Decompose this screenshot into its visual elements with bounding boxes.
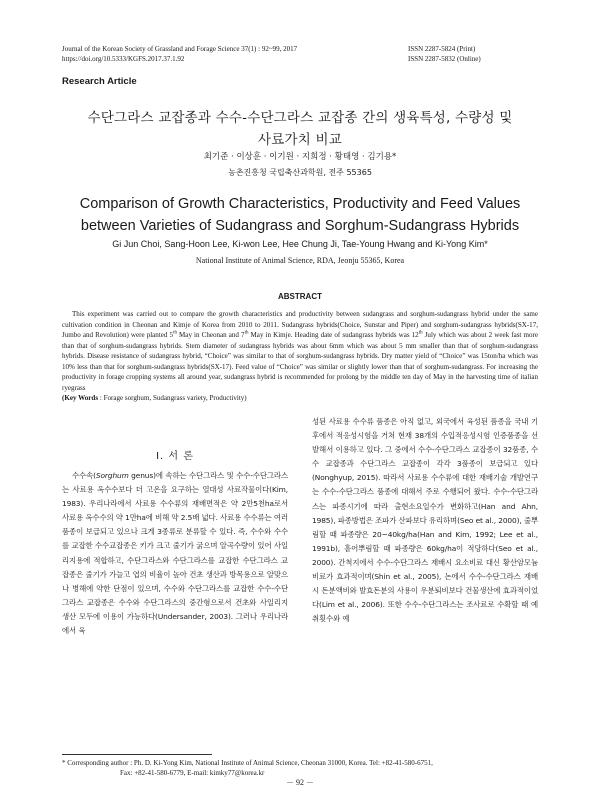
title-korean-line1: 수단그라스 교잡종과 수수-수단그라스 교잡종 간의 생육특성, 수량성 및 — [87, 110, 513, 126]
keywords — [62, 393, 538, 404]
affiliation-korean: 농촌진흥청 국립축산과학원, 전주 55365 — [228, 168, 372, 177]
title-korean — [40, 107, 560, 151]
keywords-label: (Key Words — [62, 394, 99, 402]
title-english-line2: between Varieties of Sudangrass and Sorghum-Sudangrass Hybrids — [80, 218, 520, 234]
corresponding-author-footnote — [62, 758, 538, 778]
authors-english: Gi Jun Choi, Sang-Hoon Lee, Ki-won Lee, Hee Chung Ji, Tae-Young Hwang and Ki-Yong Kim* — [112, 239, 488, 249]
title-english-line1: Comparison of Growth Characteristics, Productivity and Feed Values — [79, 196, 521, 212]
abstract-heading: ABSTRACT — [278, 292, 322, 301]
journal-citation: Journal of the Korean Society of Grassland and Forage Science 37(1) : 92~99, 2017 — [62, 45, 298, 53]
abstract-paragraph: This experiment was carried out to compare the growth characteristics and productivity between sudangrass and sorghum-sudangrass hybrid under the same cultivation condition in Cheonan and Kimje of Korea from 2010 to 2011. Sudangrass hybrids(Choice, Sunstar and Piper) and sorghum-sudangrass hybrids(SX-17, Jumbo and Revolution) were planted 5th May in Cheonan and 7th May in Kimje. Heading date of sudangrass hybrids was 12th July which was about 2 week fast more than that of sorghum-sudangrass hybrids. Stem diameter of sudangrass hybrids was about 6mm which was about 5 mm smaller than that of sorghum-sudangrass hybrids. Disease resistance of sudangrass hybrid, “Choice” was similar to that of sorghum-sudangrass hybrids. Dry matter yield of “Choice” was 15ton/ha which was 10% less than that for sorghum-sudangrass hybrids(SX-17). Feed value of “Choice” was similar or slightly lower than that of sorghum-sudangrass. For increasing the productivity in forage cropping systems all around year, sudangrass hybrid is recommended for prolong by the middle ten day of May in the harvesting time of italian ryegrass — [62, 310, 538, 392]
footnote-line1: * Corresponding author : Ph. D. Ki-Yong Kim, National Institute of Animal Science, Cheonan 31000, Korea. Tel: +82-41-580-6751, — [62, 759, 433, 767]
footnote-divider — [62, 754, 212, 755]
header-left — [62, 44, 297, 64]
title-english — [40, 193, 560, 237]
body-column-left — [62, 469, 288, 638]
body-paragraph: 수수속(Sorghum genus)에 속하는 수단그라스 및 수수-수단그라스는 사료용 옥수수보다 더 고온을 요구하는 열대성 사료작물이다(Kim, 1983). 우리나라에서 사료용 수수류의 재배면적은 약 2만5천ha로서 사료용 옥수수의 약 1만ha에 비해 약 2.5배 넓다. 사료용 수수류는 여러 품종이 보급되고 있으나 크게 3종류로 분류할 수 있다. 즉, 수수와 수수를 교잡한 수수교잡종은 키가 크고 줄기가 굵으며 알곡수량이 있어 사일리지용에 적합하고, 수단그라스와 수단그라스를 교잡한 수단그라스 교잡종은 줄기가 가늘고 엽의 비율이 높아 건초 생산과 방목용으로 알맞으나 병해에 약한 단점이 있으며, 수수와 수단그라스를 교잡한 수수-수단그라스 교잡종은 수수와 수단그라스의 중간형으로서 건초와 사일리지 생산 모두에 이용이 가능하다(Undersander, 2003). 그러나 우리나라에서 육 — [62, 471, 288, 636]
section-title-introduction: Ⅰ. 서 론 — [156, 451, 194, 462]
article-type: Research Article — [62, 76, 137, 87]
keywords-text: : Forage sorghum, Sudangrass variety, Productivity) — [98, 394, 247, 402]
body-paragraph: 성된 사료용 수수류 품종은 아직 없고, 외국에서 육성된 품종을 국내 기후에서 적응성시험을 거쳐 현재 38개의 수입적응성시험 인증품종을 선발해서 이용하고 있다. 그 중에서 수수-수단그라스 교잡종이 32품종, 수수 교잡종과 수단그라스 교잡종이 각각 3품종이 보급되고 있다(Nonghyup, 2015). 따라서 사료용 수수류에 대한 재배기술 개발연구는 수수-수단그라스 품종에 대해서 주로 수행되어 왔다. 수수-수단그라스는 파종시기에 따라 출현소요일수가 변화하고(Han and Ahn, 1985), 파종방법은 조파가 산파보다 유리하며(Seo et al., 2000), 줄뿌림할 때 파종량은 20~40kg/ha(Han and Kim, 1992; Lee et al., 1991b), 흩어뿌림할 때 파종량은 60kg/ha이 적당하다(Seo et al., 2000). 간척지에서 수수-수단그라스 재배시 요소비료 대신 황산암모늄비료가 효과적이며(Shin et al., 2005), 논에서 수수-수단그라스 재배시 돈분액비와 발효돈분의 사용이 우분퇴비보다 건물생산에 효과적이었다(Lim et al., 2006). 또한 수수-수단그라스는 조사료로 수확할 때 예취횟수와 예 — [312, 417, 538, 624]
title-korean-line2: 사료가치 비교 — [258, 132, 342, 148]
page-number: － 92 － — [286, 778, 314, 787]
abstract-body — [62, 309, 538, 404]
affiliation-english: National Institute of Animal Science, RDA, Jeonju 55365, Korea — [195, 256, 405, 265]
body-column-right — [312, 415, 538, 626]
issn-print: ISSN 2287-5824 (Print) — [408, 45, 476, 53]
footnote-line2: Fax: +82-41-580-6779, E-mail: kimky77@korea.kr — [120, 769, 265, 777]
issn-online: ISSN 2287-5832 (Online) — [408, 55, 481, 63]
authors-korean: 최기준 · 이상훈 · 이기원 · 지희정 · 황태영 · 김기용* — [203, 152, 397, 162]
header-right — [408, 44, 538, 64]
doi-link[interactable]: https://doi.org/10.5333/KGFS.2017.37.1.92 — [62, 55, 185, 63]
